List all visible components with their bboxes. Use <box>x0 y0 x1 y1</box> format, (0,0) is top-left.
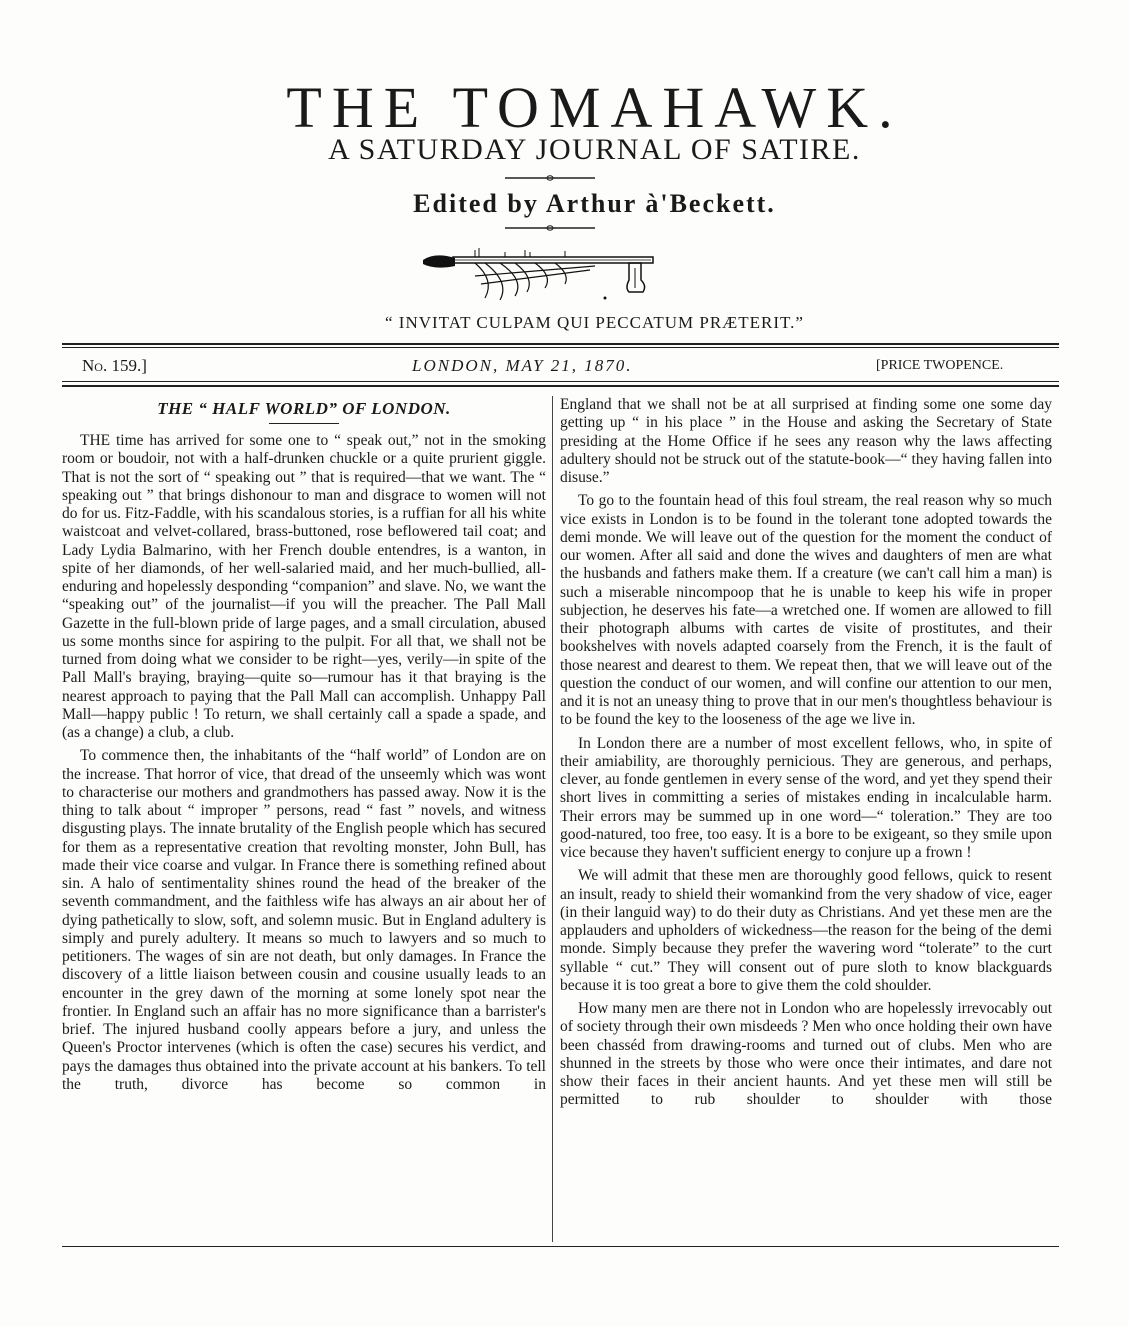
ornament-rule-icon <box>503 172 597 184</box>
top-rule-thin <box>62 347 1059 348</box>
dateline-rule <box>62 381 1059 382</box>
editor-line: Edited by Arthur à'Beckett. <box>413 189 776 218</box>
article-left-column <box>62 398 546 1099</box>
masthead-subtitle: A SATURDAY JOURNAL OF SATIRE. <box>328 133 861 166</box>
bottom-rule <box>62 1246 1059 1247</box>
masthead-title: THE TOMAHAWK. <box>286 75 903 140</box>
article-right-column <box>560 396 1052 1115</box>
ornament-rule-icon <box>503 222 597 234</box>
paragraph: How many men are there not in London who are hopelessly irrevocably out of society through their own misdeeds ? Men who once holding their own have been chasséd from drawing-rooms and turned out of clubs. Men who are shunned in the streets by those who were once their intimates, and dare not show their faces in their ancient haunts. And yet these men will still be permitted to rub shoulder to shoulder with those <box>560 1000 1052 1109</box>
motto: “ INVITAT CULPAM QUI PECCATUM PRÆTERIT.” <box>385 313 804 332</box>
place-date: LONDON, MAY 21, 1870. <box>412 356 633 375</box>
top-rule <box>62 343 1059 345</box>
paragraph: To go to the fountain head of this foul stream, the real reason why so much vice exists in London is to be found in the tolerant tone adopted towards the demi monde. We will leave out of the question for the moment the conduct of our women. After all said and done the wives and daughters of men are what the husbands and fathers make them. If a creature (we can't call him a man) is such a miserable nincompoop that he is unable to keep his wife in proper subjection, he deserves his fate—a wretched one. If women are allowed to fill their photograph albums with cartes de visite of prostitutes, and their bookshelves with novels adapted coarsely from the French, it is the fault of those nearest and dearest to them. We repeat then, that we will leave out of the question the conduct of our women, and will confine our attention to our men, and it is not an uneasy thing to prove that in our men's thoughtless behaviour is to be found the key to the looseness of the age we live in. <box>560 492 1052 729</box>
masthead <box>0 0 1129 340</box>
dateline-rule-thick <box>62 385 1059 387</box>
title-rule <box>269 423 339 424</box>
issue-number: No. 159.] <box>82 356 147 375</box>
price: [PRICE TWOPENCE. <box>876 358 1004 373</box>
paragraph: We will admit that these men are thoroughly good fellows, quick to resent an insult, ready to shield their womankind from the very shadow of vice, eager (in their languid way) to do their duty as Christians. And yet these men are the applauders and upholders of wickedness—the reason for the being of the demi monde. Simply because they prefer the wavering word “tolerate” to the curt syllable “ cut.” They will consent out of pure sloth to know blackguards because it is too great a bore to give them the cold shoulder. <box>560 867 1052 994</box>
article-title: THE “ HALF WORLD” OF LONDON. <box>157 399 451 418</box>
paragraph: In London there are a number of most excellent fellows, who, in spite of their amiability, are thoroughly pernicious. They are generous, and perhaps, clever, au fonde gentlemen in every sense of the word, and yet they spend their short lives in committing a series of mistakes ending in incalculable harm. Their errors may be summed up in one word—“ toleration.” They are too good-natured, too free, too easy. It is a bore to be exigeant, so they smile upon vice because they haven't sufficient energy to conjure up a frown ! <box>560 734 1052 861</box>
paragraph: England that we shall not be at all surprised at finding some one some day getting up “ in his place ” in the House and asking the Secretary of State presiding at the Home Office if he sees any reason why the laws affecting adultery should not be struck out of the statute-book—“ they having fallen into disuse.” <box>560 396 1052 486</box>
tomahawk-icon <box>415 240 665 304</box>
paragraph: THE time has arrived for some one to “ speak out,” not in the smoking room or boudoir, not with a half-drunken chuckle or a quite prurient giggle. That is not the sort of “ speaking out ” that is required—that we want. The “ speaking out ” that brings dishonour to man and disgrace to women will not do for us. Fitz-Faddle, with his scandalous stories, is a ruffian for all his white waistcoat and velvet-collared, brass-buttoned, rose beflowered tail coat; and Lady Lydia Balmarino, with her French double entendres, is a wanton, in spite of her diamonds, of her well-salaried maid, and her much-bullied, all-enduring and hopelessly desponding “companion” and slave. No, we want the “speaking out” of the journalist—if you will the preacher. The Pall Mall Gazette in the full-blown pride of large pages, and a small circulation, abused us some months since for aspiring to the pulpit. For all that, we shall not be turned from doing what we consider to be right—yes, verily—in spite of the Pall Mall's braying, braying—quite so—rumour has it that braying is the nearest approach to paying that the Pall Mall can accomplish. Unhappy Pall Mall—happy public ! To return, we shall certainly call a spade a spade, and (as a change) a club, a club. <box>62 432 547 741</box>
paragraph: To commence then, the inhabitants of the “half world” of London are on the increase. That horror of vice, that dread of the unseemly which was wont to characterise our mothers and grandmothers has passed away. Now it is the thing to talk about “ improper ” persons, read “ fast ” novels, and witness disgusting plays. The innate brutality of the English people which has secured for them as a representative creation that revolting monster, John Bull, has made their vice coarse and vulgar. In France there is something refined about sin. A halo of sentimentality shines round the head of the breaker of the seventh commandment, and the faithless wife has always an air about her of dying pathetically to slow, soft, and solemn music. But in England adultery is simply and purely adultery. It means so much to lawyers and so much to petitioners. The wages of sin are not death, but only damages. In France the discovery of a little liaison between cousin and cousine usually leads to an encounter in the grey dawn of the morning at some lonely spot near the frontier. In England such an affair has no more significance than a barrister's brief. The injured husband coolly appears before a jury, and unless the Queen's Proctor intervenes (which is often the case) secures his verdict, and pays the damages thus obtained into the private account at his bankers. To tell the truth, divorce has become so common in <box>62 747 546 1093</box>
column-divider <box>552 396 553 1242</box>
